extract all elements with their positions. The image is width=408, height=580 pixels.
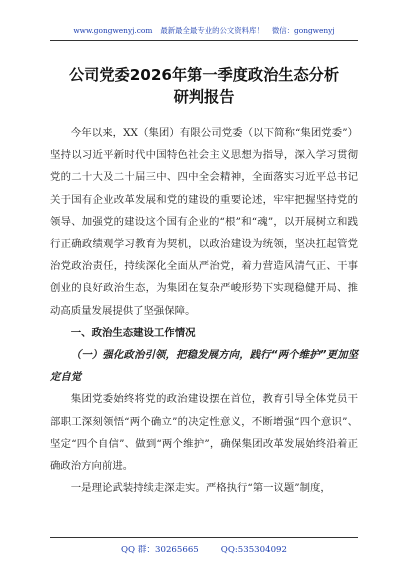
body-paragraph: 集团党委始终将党的政治建设摆在首位，教育引导全体党员干部职工深刻领悟“两个确立”的决定性意义，不断增强“四个意识”、坚定“四个自信”、做到“两个维护”，确保集团改革发展始终沿着正确政治方向前进。 bbox=[50, 393, 358, 473]
footer-qq-group: QQ 群：30265665 bbox=[121, 545, 199, 555]
page-footer bbox=[0, 543, 408, 555]
title-line-2: 研判报告 bbox=[173, 88, 235, 106]
header-divider bbox=[50, 40, 358, 41]
header-wechat: 微信：gongwenyj bbox=[271, 26, 335, 35]
document-body bbox=[50, 122, 358, 499]
footer-divider bbox=[50, 537, 358, 538]
page-header bbox=[0, 25, 408, 36]
intro-paragraph: 今年以来，XX（集团）有限公司党委（以下简称“集团党委”）坚持以习近平新时代中国特色社会主义思想为指导，深入学习贯彻党的二十大及二十届三中、四中全会精神，全面落实习近平总书记关于国有企业改革发展和党的建设的重要论述，牢牢把握坚持党的领导、加强党的建设这个国有企业的“根”和“魂”，以开展树立和践行正确政绩观学习教育为契机，以政治建设为统领，坚决扛起管党治党政治责任，持续深化全面从严治党，着力营造风清气正、干事创业的良好政治生态，为集团在复杂严峻形势下实现稳健开局、推动高质量发展提供了坚强保障。 bbox=[50, 127, 358, 317]
footer-qq-contact: QQ:535304092 bbox=[220, 545, 287, 555]
header-site-link[interactable]: www.gongwenyj.com bbox=[73, 26, 153, 35]
document-title bbox=[50, 64, 358, 108]
body-paragraph: 一是理论武装持续走深走实。严格执行“第一议题”制度， bbox=[70, 482, 331, 495]
subsection-heading: （一）强化政治引领，把稳发展方向，践行“两个维护”更加坚定自觉 bbox=[50, 349, 358, 384]
title-line-1: 公司党委2026年第一季度政治生态分析 bbox=[68, 66, 340, 84]
section-heading: 一、政治生态建设工作情况 bbox=[70, 326, 196, 339]
header-slogan: 最新最全最专业的公文资料库！ bbox=[160, 26, 264, 35]
